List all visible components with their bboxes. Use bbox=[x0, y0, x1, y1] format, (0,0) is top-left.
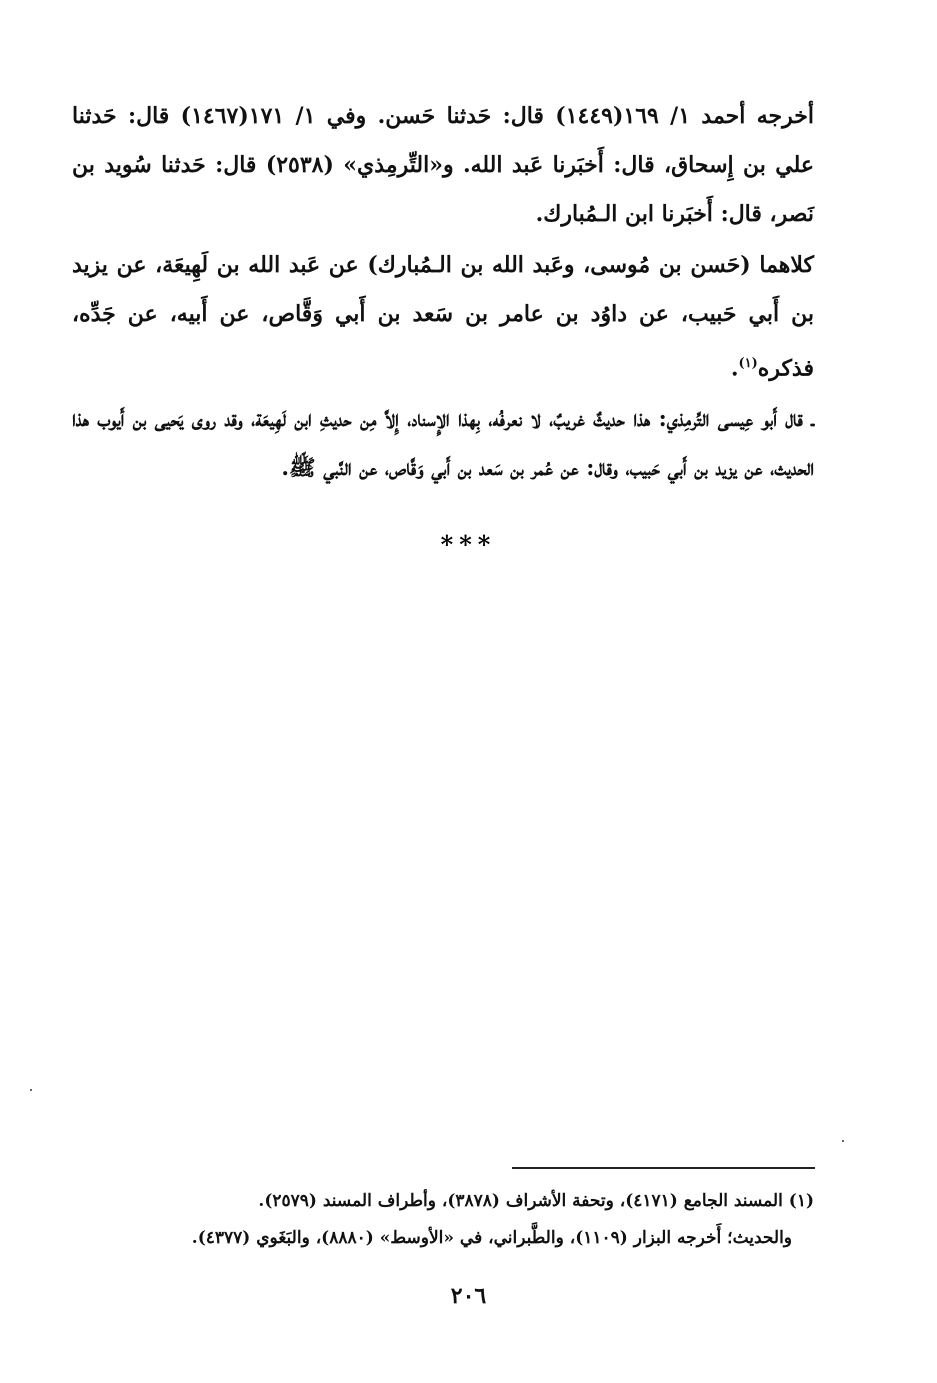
section-separator: *** bbox=[440, 530, 497, 559]
footnote-marker: (١) bbox=[738, 356, 758, 371]
page-number: ٢٠٦ bbox=[450, 1283, 487, 1309]
scan-speck bbox=[842, 1140, 844, 1142]
paragraph-2-end: . bbox=[730, 355, 739, 382]
scan-speck bbox=[30, 1089, 32, 1091]
paragraph-3: ـ قال أَبو عِيسى التِّرمِذي: هذا حديثٌ غريبٌ، لا نعرفُه، بِهذا الإِسناد، إِلاَّ مِن حديثِ ابن لَهِيعَة، وقد روى يَحيى بن أَيوب هذا الحديث، عن يزيد بن أَبي حَبيب، وقال: عن عُمر بن سَعد بن أَبي وَقَّاص، عن النَّبي ﷺ. bbox=[72, 406, 814, 482]
paragraph-2-text: كلاهما (حَسن بن مُوسى، وعَبد الله بن الـمُبارك) عن عَبد الله بن لَهِيعَة، عن يزيد بن أَبي حَبيب، عن داوُد بن عامر بن سَعد بن أَبي وَقَّاص، عن أَبيه، عن جَدِّه، فذكره bbox=[72, 252, 815, 382]
paragraph-1: أخرجه أحمد ١/ ١٦٩(١٤٤٩) قال: حَدثنا حَسن. وفي ١/ ١٧١(١٤٦٧) قال: حَدثنا علي بن إِسحاق، قال: أَخبَرنا عَبد الله. و«التِّرمِذي» (٢٥٣٨) قال: حَدثنا سُويد بن نَصر، قال: أَخبَرنا ابن الـمُبارك. bbox=[72, 103, 814, 227]
main-text bbox=[72, 92, 814, 495]
footnotes bbox=[100, 1183, 814, 1257]
footnote-1: (١) المسند الجامع (٤١٧١)، وتحفة الأشراف (٣٨٧٨)، وأطراف المسند (٢٥٧٩). bbox=[258, 1191, 814, 1211]
footnote-divider bbox=[512, 1167, 815, 1169]
footnote-1-continuation: والحديث؛ أَخرجه البزار (١١٠٩)، والطَّبراني، في «الأوسط» (٨٨٨٠)، والبَغَوي (٤٣٧٧). bbox=[191, 1228, 792, 1248]
paragraph-2 bbox=[72, 241, 814, 393]
